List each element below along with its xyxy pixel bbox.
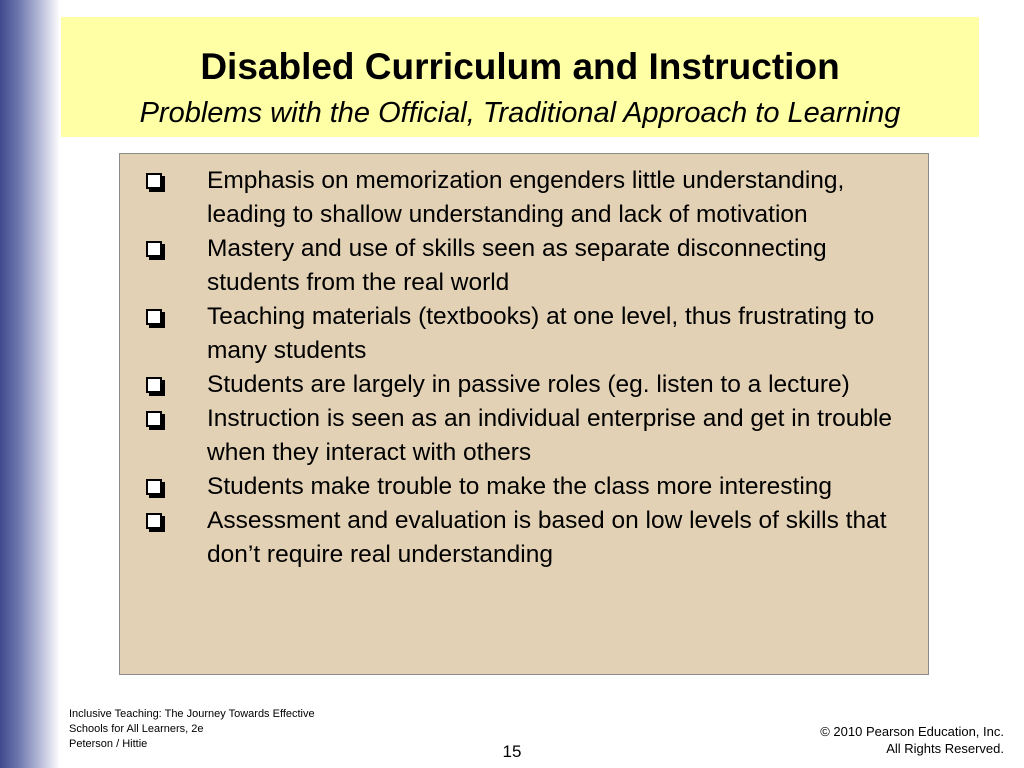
bullet-item — [120, 300, 928, 368]
slide-subtitle: Problems with the Official, Traditional Approach to Learning — [139, 97, 901, 129]
bullet-item — [120, 368, 928, 402]
rights-line: All Rights Reserved. — [886, 741, 1004, 756]
title-box — [61, 17, 979, 137]
book-title-line: Inclusive Teaching: The Journey Towards Effective — [69, 708, 315, 720]
slide-title: Disabled Curriculum and Instruction — [200, 46, 840, 87]
bullet-item — [120, 402, 928, 470]
left-gradient-band — [0, 0, 60, 768]
bullet-text: Assessment and evaluation is based on low levels of skills that don’t require real understanding — [207, 507, 887, 568]
bullet-list — [120, 164, 928, 572]
checkbox-bullet-icon — [146, 479, 162, 495]
checkbox-bullet-icon — [146, 513, 162, 529]
page-number: 15 — [502, 742, 522, 761]
bullet-item — [120, 504, 928, 572]
bullet-text: Students make trouble to make the class more interesting — [207, 473, 833, 500]
copyright-line: © 2010 Pearson Education, Inc. — [820, 724, 1004, 739]
copyright-notice — [820, 723, 1004, 757]
content-box — [119, 153, 929, 675]
checkbox-bullet-icon — [146, 377, 162, 393]
bullet-item — [120, 232, 928, 300]
book-authors-line: Peterson / Hittie — [69, 738, 148, 750]
checkbox-bullet-icon — [146, 241, 162, 257]
bullet-item — [120, 164, 928, 232]
book-citation — [69, 707, 389, 752]
checkbox-bullet-icon — [146, 173, 162, 189]
checkbox-bullet-icon — [146, 411, 162, 427]
bullet-text: Instruction is seen as an individual enterprise and get in trouble when they interact with others — [207, 405, 893, 466]
bullet-text: Mastery and use of skills seen as separate disconnecting students from the real world — [207, 235, 827, 296]
bullet-text: Emphasis on memorization engenders little understanding, leading to shallow understanding and lack of motivation — [207, 167, 845, 228]
checkbox-bullet-icon — [146, 309, 162, 325]
bullet-text: Teaching materials (textbooks) at one level, thus frustrating to many students — [207, 303, 875, 364]
bullet-text: Students are largely in passive roles (eg. listen to a lecture) — [207, 371, 850, 398]
book-edition-line: Schools for All Learners, 2e — [69, 723, 204, 735]
bullet-item — [120, 470, 928, 504]
